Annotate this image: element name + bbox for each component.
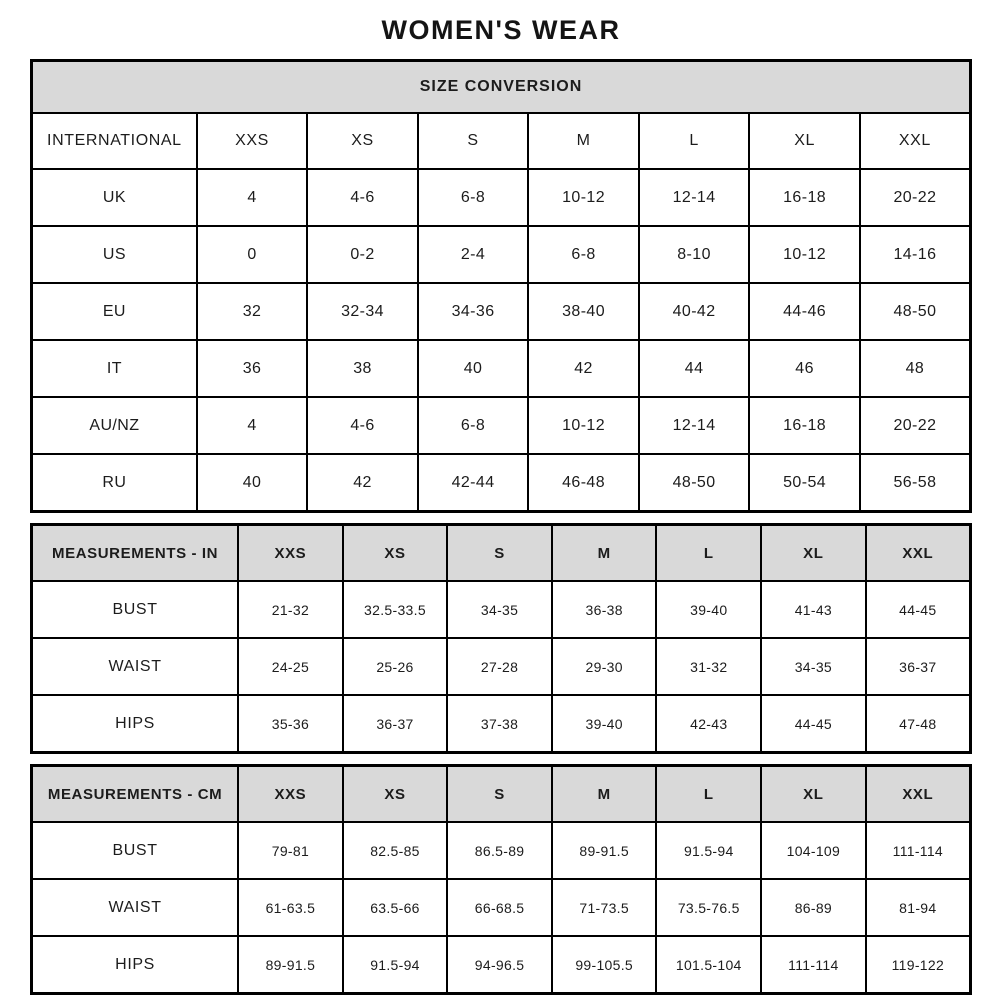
size-cell: 40 <box>197 454 308 512</box>
size-cell: 4-6 <box>307 397 418 454</box>
size-cell: 20-22 <box>860 397 971 454</box>
measure-cell: 94-96.5 <box>447 936 552 994</box>
size-cell: 12-14 <box>639 169 750 226</box>
size-cell: 16-18 <box>749 397 860 454</box>
measure-cell: 34-35 <box>761 638 866 695</box>
size-cell: 44 <box>639 340 750 397</box>
row-label-hips: HIPS <box>32 936 239 994</box>
col-header-l: L <box>656 525 761 582</box>
size-cell: 6-8 <box>418 397 529 454</box>
size-cell: 8-10 <box>639 226 750 283</box>
measure-cell: 101.5-104 <box>656 936 761 994</box>
col-header-xxl: XXL <box>866 525 971 582</box>
size-cell: 6-8 <box>418 169 529 226</box>
size-cell: 4 <box>197 397 308 454</box>
measure-cell: 71-73.5 <box>552 879 657 936</box>
row-label-us: US <box>32 226 197 283</box>
measure-cell: 44-45 <box>761 695 866 753</box>
size-cell: 44-46 <box>749 283 860 340</box>
col-header-xxl: XXL <box>860 113 971 169</box>
row-label-ru: RU <box>32 454 197 512</box>
measure-cell: 47-48 <box>866 695 971 753</box>
measure-cell: 111-114 <box>761 936 866 994</box>
row-label-it: IT <box>32 340 197 397</box>
measure-cell: 44-45 <box>866 581 971 638</box>
size-cell: 46-48 <box>528 454 639 512</box>
measure-cell: 79-81 <box>238 822 343 879</box>
measure-cell: 86.5-89 <box>447 822 552 879</box>
size-cell: 0 <box>197 226 308 283</box>
measure-cell: 36-37 <box>343 695 448 753</box>
measure-cell: 36-37 <box>866 638 971 695</box>
col-header-xs: XS <box>307 113 418 169</box>
measurements-in-table <box>30 523 972 754</box>
measure-cell: 81-94 <box>866 879 971 936</box>
measurements-cm-header-row <box>32 766 971 823</box>
row-label-bust: BUST <box>32 581 239 638</box>
col-header-xl: XL <box>761 525 866 582</box>
measure-cell: 36-38 <box>552 581 657 638</box>
table-row-hips-cm <box>32 936 971 994</box>
row-label-hips: HIPS <box>32 695 239 753</box>
size-cell: 42 <box>528 340 639 397</box>
table-row-it <box>32 340 971 397</box>
size-cell: 10-12 <box>749 226 860 283</box>
row-label-eu: EU <box>32 283 197 340</box>
measure-cell: 25-26 <box>343 638 448 695</box>
col-header-l: L <box>656 766 761 823</box>
measure-cell: 104-109 <box>761 822 866 879</box>
measure-cell: 27-28 <box>447 638 552 695</box>
col-header-s: S <box>447 525 552 582</box>
measure-cell: 41-43 <box>761 581 866 638</box>
size-cell: 48-50 <box>860 283 971 340</box>
size-cell: 32-34 <box>307 283 418 340</box>
page-title: WOMEN'S WEAR <box>381 15 621 45</box>
measure-cell: 111-114 <box>866 822 971 879</box>
measure-cell: 91.5-94 <box>656 822 761 879</box>
row-label-waist: WAIST <box>32 638 239 695</box>
table-row-bust-cm <box>32 822 971 879</box>
measure-cell: 99-105.5 <box>552 936 657 994</box>
measure-cell: 32.5-33.5 <box>343 581 448 638</box>
size-cell: 0-2 <box>307 226 418 283</box>
size-cell: 56-58 <box>860 454 971 512</box>
size-cell: 4 <box>197 169 308 226</box>
size-cell: 50-54 <box>749 454 860 512</box>
measure-cell: 91.5-94 <box>343 936 448 994</box>
size-cell: 36 <box>197 340 308 397</box>
size-cell: 48 <box>860 340 971 397</box>
measure-cell: 82.5-85 <box>343 822 448 879</box>
size-cell: 10-12 <box>528 169 639 226</box>
col-header-xxs: XXS <box>238 525 343 582</box>
col-header-m: M <box>552 766 657 823</box>
measurements-in-title: MEASUREMENTS - IN <box>32 525 239 582</box>
size-cell: 34-36 <box>418 283 529 340</box>
row-label-bust: BUST <box>32 822 239 879</box>
measure-cell: 89-91.5 <box>552 822 657 879</box>
col-header-xxl: XXL <box>866 766 971 823</box>
size-cell: 42 <box>307 454 418 512</box>
size-cell: 2-4 <box>418 226 529 283</box>
measure-cell: 29-30 <box>552 638 657 695</box>
table-row-hips-in <box>32 695 971 753</box>
size-conversion-table <box>30 59 972 513</box>
measure-cell: 39-40 <box>656 581 761 638</box>
size-cell: 20-22 <box>860 169 971 226</box>
size-cell: 48-50 <box>639 454 750 512</box>
size-cell: 14-16 <box>860 226 971 283</box>
col-header-s: S <box>418 113 529 169</box>
measure-cell: 34-35 <box>447 581 552 638</box>
size-cell: 38 <box>307 340 418 397</box>
row-label-waist: WAIST <box>32 879 239 936</box>
size-cell: 10-12 <box>528 397 639 454</box>
table-row-us <box>32 226 971 283</box>
measure-cell: 21-32 <box>238 581 343 638</box>
measure-cell: 119-122 <box>866 936 971 994</box>
col-header-international: INTERNATIONAL <box>32 113 197 169</box>
col-header-l: L <box>639 113 750 169</box>
col-header-xl: XL <box>761 766 866 823</box>
size-cell: 38-40 <box>528 283 639 340</box>
table-row-waist-cm <box>32 879 971 936</box>
column-header-row <box>32 113 971 169</box>
measurements-in-header-row <box>32 525 971 582</box>
size-cell: 40 <box>418 340 529 397</box>
table-row-uk <box>32 169 971 226</box>
measure-cell: 73.5-76.5 <box>656 879 761 936</box>
measure-cell: 89-91.5 <box>238 936 343 994</box>
size-cell: 40-42 <box>639 283 750 340</box>
measure-cell: 31-32 <box>656 638 761 695</box>
measure-cell: 24-25 <box>238 638 343 695</box>
size-cell: 12-14 <box>639 397 750 454</box>
measure-cell: 42-43 <box>656 695 761 753</box>
measure-cell: 63.5-66 <box>343 879 448 936</box>
table-banner-row <box>32 61 971 114</box>
row-label-uk: UK <box>32 169 197 226</box>
measure-cell: 61-63.5 <box>238 879 343 936</box>
col-header-s: S <box>447 766 552 823</box>
col-header-m: M <box>552 525 657 582</box>
size-cell: 42-44 <box>418 454 529 512</box>
table-row-aunz <box>32 397 971 454</box>
table-row-ru <box>32 454 971 512</box>
table-row-bust-in <box>32 581 971 638</box>
table-row-waist-in <box>32 638 971 695</box>
col-header-xs: XS <box>343 525 448 582</box>
col-header-xxs: XXS <box>238 766 343 823</box>
row-label-aunz: AU/NZ <box>32 397 197 454</box>
measure-cell: 37-38 <box>447 695 552 753</box>
measure-cell: 39-40 <box>552 695 657 753</box>
col-header-xs: XS <box>343 766 448 823</box>
size-cell: 16-18 <box>749 169 860 226</box>
measure-cell: 86-89 <box>761 879 866 936</box>
col-header-xxs: XXS <box>197 113 308 169</box>
col-header-xl: XL <box>749 113 860 169</box>
size-conversion-banner: SIZE CONVERSION <box>32 61 971 114</box>
measurements-cm-table <box>30 764 972 995</box>
size-cell: 32 <box>197 283 308 340</box>
measure-cell: 35-36 <box>238 695 343 753</box>
size-cell: 46 <box>749 340 860 397</box>
table-row-eu <box>32 283 971 340</box>
col-header-m: M <box>528 113 639 169</box>
measurements-cm-title: MEASUREMENTS - CM <box>32 766 239 823</box>
size-cell: 6-8 <box>528 226 639 283</box>
measure-cell: 66-68.5 <box>447 879 552 936</box>
size-cell: 4-6 <box>307 169 418 226</box>
